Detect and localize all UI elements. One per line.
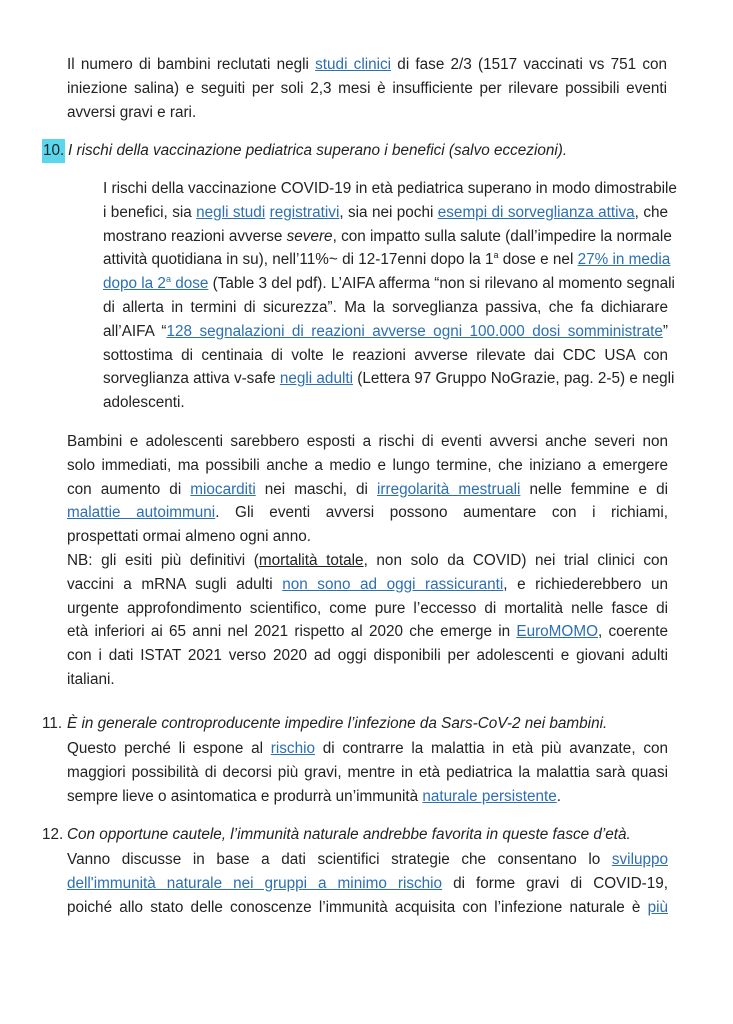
text-line: urgente approfondimento scientifico, come pure l’eccesso di mortalità nelle fasce di	[67, 599, 668, 617]
link-dopo-seconda-dose[interactable]: dopo la 2$^a$ dose	[103, 274, 209, 293]
text-line: sorveglianza attiva v-safe negli adulti (Lettera 97 Gruppo NoGrazie, pag. 2-5) e negli	[103, 370, 675, 388]
item-11-heading: È in generale controproducente impedire l’infezione da Sars-CoV-2 nei bambini.	[67, 715, 608, 732]
paragraph-intro	[67, 53, 667, 124]
link-studi-clinici[interactable]: studi clinici	[315, 56, 392, 73]
list-number-11: 11.	[42, 715, 63, 732]
text-line: sempre lieve o asintomatica e produrrà un’immunità naturale persistente.	[67, 787, 562, 805]
text-line: dopo la 2$^a$ dose (Table 3 del pdf). L’AIFA afferma “non si rilevano al momento segnali	[103, 274, 675, 293]
text-line: attività quotidiana in su), nell’11%~ di 12-17enni dopo la 1$^a$ dose e nel 27% in media	[103, 250, 671, 269]
text-line: poiché allo stato delle conoscenze l’immunità acquisita con l’infezione naturale è più	[67, 898, 668, 916]
link-rischio[interactable]: rischio	[270, 740, 315, 757]
link-immunita-naturale-gruppi[interactable]: dell'immunità naturale nei gruppi a minimo rischio	[67, 874, 443, 892]
text-line: età inferiori ai 65 anni nel 2021 rispetto al 2020 che emerge in EuroMOMO, coerente	[67, 623, 668, 641]
link-128-segnalazioni[interactable]: 128 segnalazioni di reazioni avverse ogni 100.000 dosi somministrate	[166, 322, 663, 340]
text-line: solo immediati, ma possibili anche a medio e lungo termine, che iniziano a emergere	[67, 456, 668, 474]
text-line: I rischi della vaccinazione COVID-19 in età pediatrica superano in modo dimostrabile	[103, 180, 677, 197]
text-line: Questo perché li espone al rischio di contrarre la malattia in età più avanzate, con	[67, 740, 668, 757]
link-malattie-autoimmuni[interactable]: malattie autoimmuni	[67, 504, 216, 522]
text-line: Il numero di bambini reclutati negli studi clinici di fase 2/3 (1517 vaccinati vs 751 con	[67, 56, 667, 73]
text-line: sottostima di centinaia di volte le reazioni avverse rilevate dai CDC USA con	[103, 346, 668, 364]
list-number-12: 12.	[42, 826, 64, 843]
text-line: malattie autoimmuni. Gli eventi avversi possono aumentare con i richiami,	[67, 504, 668, 522]
text-line: all’AIFA “128 segnalazioni di reazioni avverse ogni 100.000 dosi somministrate”	[103, 322, 668, 340]
text-line: mostrano reazioni avverse severe, con impatto sulla salute (dall’impedire la normale	[103, 227, 672, 245]
link-registrativi[interactable]: registrativi	[269, 203, 340, 221]
text-line: con i dati ISTAT 2021 verso 2020 ad oggi disponibili per adolescenti e giovani adulti	[67, 647, 668, 665]
item-12-heading: Con opportune cautele, l’immunità naturale andrebbe favorita in queste fasce d’età.	[67, 826, 631, 843]
text-line: prospettati ormai almeno ogni anno.	[67, 528, 312, 546]
link-irregolarita-mestruali[interactable]: irregolarità mestruali	[377, 480, 521, 498]
text-line: italiani.	[67, 670, 115, 688]
link-sviluppo[interactable]: sviluppo	[611, 851, 668, 868]
item-10-heading: I rischi della vaccinazione pediatrica superano i benefici (salvo eccezioni).	[68, 142, 568, 159]
link-mortalita-totale[interactable]: mortalità totale	[258, 551, 364, 569]
text-line: Vanno discusse in base a dati scientifici strategie che consentano lo sviluppo	[67, 851, 668, 868]
text-line: dell'immunità naturale nei gruppi a minimo rischio di forme gravi di COVID-19,	[67, 874, 669, 892]
link-euromomo[interactable]: EuroMOMO	[516, 623, 598, 641]
item-10-body	[103, 177, 677, 415]
text-line: adolescenti.	[103, 394, 185, 412]
link-piu[interactable]: più	[647, 898, 668, 916]
link-naturale-persistente[interactable]: naturale persistente	[422, 787, 557, 805]
text-line: iniezione salina) e seguiti per soli 2,3 mesi è insufficiente per rilevare possibili eventi	[67, 79, 667, 97]
text-line: maggiori possibilità di decorsi più gravi, mentre in età pediatrica la malattia sarà quasi	[67, 763, 668, 781]
link-negli-adulti[interactable]: negli adulti	[279, 370, 353, 388]
text-line: NB: gli esiti più definitivi (mortalità totale, non solo da COVID) nei trial clinici con	[67, 551, 669, 569]
link-non-rassicuranti[interactable]: non sono ad oggi rassicuranti	[282, 575, 504, 593]
link-sorveglianza-attiva[interactable]: esempi di sorveglianza attiva	[437, 203, 635, 221]
text-line: i benefici, sia negli studi registrativi, sia nei pochi esempi di sorveglianza attiva, che	[103, 203, 668, 221]
text-line: con aumento di miocarditi nei maschi, di irregolarità mestruali nelle femmine e di	[67, 480, 669, 498]
item-11-body	[67, 737, 668, 808]
text-line: di allerta in termini di sicurezza”. Ma la sorveglianza passiva, che fa dichiarare	[103, 298, 668, 316]
text-line: vaccini a mRNA sugli adulti non sono ad oggi rassicuranti, e richiederebbero un	[67, 575, 668, 593]
list-number-10: 10.	[42, 139, 65, 163]
link-negli-studi[interactable]: negli studi	[196, 203, 266, 221]
item-12-body	[67, 848, 668, 919]
text-line: Bambini e adolescenti sarebbero esposti a rischi di eventi avversi anche severi non	[67, 433, 668, 450]
text-line: avversi gravi e rari.	[67, 103, 197, 121]
link-miocarditi[interactable]: miocarditi	[190, 480, 256, 498]
link-27-percent[interactable]: 27% in media	[577, 251, 671, 269]
paragraph-risks	[67, 430, 668, 692]
